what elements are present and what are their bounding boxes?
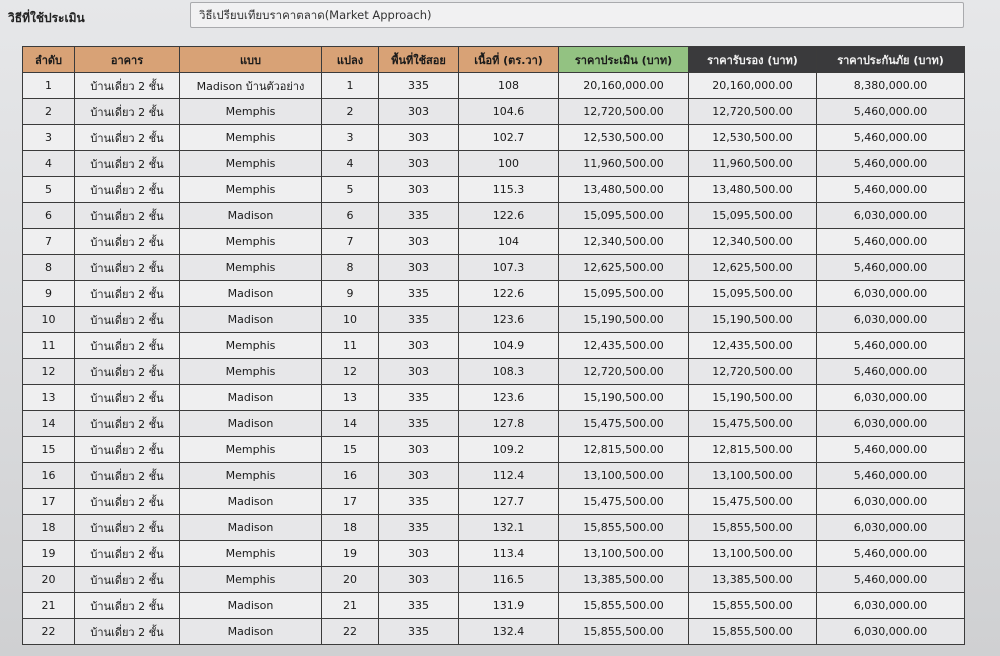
method-label: วิธีที่ใช้ประเมิน [8, 11, 85, 25]
table-row [23, 203, 965, 229]
cell-building: บ้านเดี่ยว 2 ชั้น [75, 99, 180, 125]
cell-appraised-price: 15,095,500.00 [559, 203, 689, 229]
cell-certified-price: 15,095,500.00 [689, 203, 817, 229]
cell-certified-price: 15,475,500.00 [689, 411, 817, 437]
cell-building: บ้านเดี่ยว 2 ชั้น [75, 411, 180, 437]
valuation-table [22, 46, 965, 645]
table-row [23, 437, 965, 463]
cell-usable-area: 303 [379, 333, 459, 359]
cell-order: 13 [23, 385, 75, 411]
cell-building: บ้านเดี่ยว 2 ชั้น [75, 177, 180, 203]
cell-land-area: 107.3 [459, 255, 559, 281]
table-row [23, 359, 965, 385]
cell-insurance-price: 5,460,000.00 [817, 567, 965, 593]
cell-model: Memphis [180, 541, 322, 567]
cell-plot: 15 [322, 437, 379, 463]
cell-appraised-price: 15,855,500.00 [559, 515, 689, 541]
cell-appraised-price: 12,530,500.00 [559, 125, 689, 151]
cell-order: 22 [23, 619, 75, 645]
cell-usable-area: 303 [379, 151, 459, 177]
table-header-row [23, 47, 965, 73]
cell-appraised-price: 20,160,000.00 [559, 73, 689, 99]
cell-model: Madison [180, 515, 322, 541]
col-header-appraised-price: ราคาประเมิน (บาท) [559, 47, 689, 73]
cell-order: 2 [23, 99, 75, 125]
cell-plot: 8 [322, 255, 379, 281]
cell-appraised-price: 12,815,500.00 [559, 437, 689, 463]
col-header-building: อาคาร [75, 47, 180, 73]
cell-certified-price: 12,435,500.00 [689, 333, 817, 359]
cell-order: 14 [23, 411, 75, 437]
cell-usable-area: 335 [379, 307, 459, 333]
cell-land-area: 122.6 [459, 203, 559, 229]
cell-insurance-price: 6,030,000.00 [817, 203, 965, 229]
cell-land-area: 132.1 [459, 515, 559, 541]
cell-building: บ้านเดี่ยว 2 ชั้น [75, 333, 180, 359]
cell-plot: 3 [322, 125, 379, 151]
cell-insurance-price: 5,460,000.00 [817, 463, 965, 489]
cell-insurance-price: 5,460,000.00 [817, 125, 965, 151]
cell-model: Memphis [180, 437, 322, 463]
cell-certified-price: 13,480,500.00 [689, 177, 817, 203]
cell-usable-area: 335 [379, 411, 459, 437]
cell-model: Memphis [180, 333, 322, 359]
cell-model: Madison [180, 619, 322, 645]
cell-model: Memphis [180, 151, 322, 177]
cell-insurance-price: 5,460,000.00 [817, 333, 965, 359]
cell-appraised-price: 13,385,500.00 [559, 567, 689, 593]
cell-insurance-price: 5,460,000.00 [817, 177, 965, 203]
method-field[interactable] [190, 2, 964, 28]
cell-land-area: 109.2 [459, 437, 559, 463]
cell-plot: 1 [322, 73, 379, 99]
cell-insurance-price: 5,460,000.00 [817, 255, 965, 281]
cell-land-area: 115.3 [459, 177, 559, 203]
cell-building: บ้านเดี่ยว 2 ชั้น [75, 203, 180, 229]
cell-model: Madison [180, 489, 322, 515]
table-row [23, 333, 965, 359]
cell-plot: 12 [322, 359, 379, 385]
cell-certified-price: 12,720,500.00 [689, 359, 817, 385]
cell-plot: 16 [322, 463, 379, 489]
cell-insurance-price: 5,460,000.00 [817, 151, 965, 177]
cell-plot: 7 [322, 229, 379, 255]
table-row [23, 619, 965, 645]
cell-usable-area: 303 [379, 255, 459, 281]
cell-usable-area: 303 [379, 567, 459, 593]
cell-building: บ้านเดี่ยว 2 ชั้น [75, 489, 180, 515]
cell-certified-price: 15,855,500.00 [689, 593, 817, 619]
cell-insurance-price: 6,030,000.00 [817, 515, 965, 541]
cell-usable-area: 335 [379, 619, 459, 645]
cell-building: บ้านเดี่ยว 2 ชั้น [75, 593, 180, 619]
cell-certified-price: 12,815,500.00 [689, 437, 817, 463]
table-row [23, 385, 965, 411]
cell-appraised-price: 13,480,500.00 [559, 177, 689, 203]
cell-model: Memphis [180, 229, 322, 255]
cell-land-area: 104.9 [459, 333, 559, 359]
cell-building: บ้านเดี่ยว 2 ชั้น [75, 255, 180, 281]
cell-order: 9 [23, 281, 75, 307]
cell-land-area: 104.6 [459, 99, 559, 125]
cell-building: บ้านเดี่ยว 2 ชั้น [75, 73, 180, 99]
cell-certified-price: 15,095,500.00 [689, 281, 817, 307]
cell-insurance-price: 5,460,000.00 [817, 99, 965, 125]
cell-usable-area: 303 [379, 125, 459, 151]
cell-appraised-price: 15,855,500.00 [559, 593, 689, 619]
cell-plot: 4 [322, 151, 379, 177]
cell-appraised-price: 12,720,500.00 [559, 359, 689, 385]
cell-appraised-price: 15,855,500.00 [559, 619, 689, 645]
table-row [23, 73, 965, 99]
cell-order: 21 [23, 593, 75, 619]
cell-building: บ้านเดี่ยว 2 ชั้น [75, 359, 180, 385]
table-row [23, 307, 965, 333]
cell-appraised-price: 15,475,500.00 [559, 489, 689, 515]
table-row [23, 411, 965, 437]
cell-land-area: 104 [459, 229, 559, 255]
table-row [23, 255, 965, 281]
cell-land-area: 100 [459, 151, 559, 177]
cell-order: 16 [23, 463, 75, 489]
cell-plot: 13 [322, 385, 379, 411]
cell-appraised-price: 13,100,500.00 [559, 463, 689, 489]
cell-land-area: 132.4 [459, 619, 559, 645]
table-row [23, 593, 965, 619]
table-row [23, 281, 965, 307]
cell-usable-area: 303 [379, 437, 459, 463]
cell-model: Madison [180, 203, 322, 229]
cell-plot: 2 [322, 99, 379, 125]
cell-usable-area: 303 [379, 177, 459, 203]
cell-insurance-price: 5,460,000.00 [817, 437, 965, 463]
cell-insurance-price: 6,030,000.00 [817, 411, 965, 437]
table-row [23, 567, 965, 593]
cell-order: 4 [23, 151, 75, 177]
cell-land-area: 102.7 [459, 125, 559, 151]
cell-model: Memphis [180, 177, 322, 203]
cell-appraised-price: 12,625,500.00 [559, 255, 689, 281]
cell-plot: 9 [322, 281, 379, 307]
cell-certified-price: 15,855,500.00 [689, 515, 817, 541]
cell-land-area: 116.5 [459, 567, 559, 593]
cell-model: Madison [180, 411, 322, 437]
cell-building: บ้านเดี่ยว 2 ชั้น [75, 281, 180, 307]
cell-order: 18 [23, 515, 75, 541]
method-value: วิธีเปรียบเทียบราคาตลาด(Market Approach) [199, 8, 432, 22]
cell-building: บ้านเดี่ยว 2 ชั้น [75, 385, 180, 411]
cell-land-area: 122.6 [459, 281, 559, 307]
cell-appraised-price: 12,435,500.00 [559, 333, 689, 359]
table-body [23, 73, 965, 645]
cell-model: Madison บ้านตัวอย่าง [180, 73, 322, 99]
cell-certified-price: 20,160,000.00 [689, 73, 817, 99]
cell-certified-price: 12,340,500.00 [689, 229, 817, 255]
table-row [23, 125, 965, 151]
cell-order: 12 [23, 359, 75, 385]
cell-certified-price: 13,100,500.00 [689, 463, 817, 489]
col-header-order: ลำดับ [23, 47, 75, 73]
cell-plot: 6 [322, 203, 379, 229]
cell-plot: 11 [322, 333, 379, 359]
cell-order: 7 [23, 229, 75, 255]
table-row [23, 229, 965, 255]
cell-usable-area: 335 [379, 281, 459, 307]
cell-model: Memphis [180, 567, 322, 593]
cell-model: Madison [180, 307, 322, 333]
cell-plot: 22 [322, 619, 379, 645]
cell-appraised-price: 12,720,500.00 [559, 99, 689, 125]
cell-certified-price: 15,190,500.00 [689, 385, 817, 411]
cell-land-area: 127.8 [459, 411, 559, 437]
cell-land-area: 108 [459, 73, 559, 99]
cell-appraised-price: 15,475,500.00 [559, 411, 689, 437]
table-row [23, 463, 965, 489]
cell-certified-price: 13,100,500.00 [689, 541, 817, 567]
cell-insurance-price: 6,030,000.00 [817, 307, 965, 333]
cell-appraised-price: 15,190,500.00 [559, 385, 689, 411]
table-row [23, 541, 965, 567]
cell-land-area: 131.9 [459, 593, 559, 619]
cell-model: Memphis [180, 255, 322, 281]
cell-land-area: 123.6 [459, 307, 559, 333]
cell-insurance-price: 6,030,000.00 [817, 593, 965, 619]
cell-plot: 5 [322, 177, 379, 203]
cell-usable-area: 335 [379, 73, 459, 99]
cell-plot: 21 [322, 593, 379, 619]
cell-appraised-price: 12,340,500.00 [559, 229, 689, 255]
cell-certified-price: 12,625,500.00 [689, 255, 817, 281]
cell-order: 6 [23, 203, 75, 229]
cell-order: 15 [23, 437, 75, 463]
cell-certified-price: 15,475,500.00 [689, 489, 817, 515]
cell-model: Memphis [180, 99, 322, 125]
cell-usable-area: 335 [379, 385, 459, 411]
cell-usable-area: 303 [379, 541, 459, 567]
cell-appraised-price: 15,190,500.00 [559, 307, 689, 333]
cell-insurance-price: 5,460,000.00 [817, 229, 965, 255]
cell-building: บ้านเดี่ยว 2 ชั้น [75, 437, 180, 463]
cell-land-area: 108.3 [459, 359, 559, 385]
cell-usable-area: 303 [379, 463, 459, 489]
cell-model: Memphis [180, 125, 322, 151]
cell-plot: 19 [322, 541, 379, 567]
cell-insurance-price: 6,030,000.00 [817, 489, 965, 515]
cell-building: บ้านเดี่ยว 2 ชั้น [75, 567, 180, 593]
cell-building: บ้านเดี่ยว 2 ชั้น [75, 541, 180, 567]
cell-land-area: 113.4 [459, 541, 559, 567]
cell-model: Madison [180, 593, 322, 619]
cell-plot: 18 [322, 515, 379, 541]
col-header-usable-area: พื้นที่ใช้สอย [379, 47, 459, 73]
cell-insurance-price: 5,460,000.00 [817, 541, 965, 567]
cell-land-area: 123.6 [459, 385, 559, 411]
cell-appraised-price: 13,100,500.00 [559, 541, 689, 567]
table-row [23, 515, 965, 541]
cell-order: 8 [23, 255, 75, 281]
col-header-insurance-price: ราคาประกันภัย (บาท) [817, 47, 965, 73]
cell-usable-area: 335 [379, 593, 459, 619]
cell-insurance-price: 8,380,000.00 [817, 73, 965, 99]
cell-insurance-price: 5,460,000.00 [817, 359, 965, 385]
cell-order: 3 [23, 125, 75, 151]
cell-building: บ้านเดี่ยว 2 ชั้น [75, 229, 180, 255]
cell-model: Memphis [180, 463, 322, 489]
cell-order: 19 [23, 541, 75, 567]
cell-plot: 10 [322, 307, 379, 333]
cell-building: บ้านเดี่ยว 2 ชั้น [75, 151, 180, 177]
cell-insurance-price: 6,030,000.00 [817, 385, 965, 411]
cell-certified-price: 12,720,500.00 [689, 99, 817, 125]
cell-usable-area: 335 [379, 203, 459, 229]
table-row [23, 99, 965, 125]
cell-building: บ้านเดี่ยว 2 ชั้น [75, 463, 180, 489]
cell-land-area: 127.7 [459, 489, 559, 515]
cell-usable-area: 303 [379, 359, 459, 385]
cell-order: 11 [23, 333, 75, 359]
col-header-model: แบบ [180, 47, 322, 73]
table-row [23, 489, 965, 515]
cell-order: 17 [23, 489, 75, 515]
cell-model: Madison [180, 385, 322, 411]
cell-model: Madison [180, 281, 322, 307]
cell-building: บ้านเดี่ยว 2 ชั้น [75, 307, 180, 333]
cell-usable-area: 303 [379, 99, 459, 125]
cell-insurance-price: 6,030,000.00 [817, 281, 965, 307]
cell-land-area: 112.4 [459, 463, 559, 489]
cell-order: 1 [23, 73, 75, 99]
cell-order: 10 [23, 307, 75, 333]
col-header-plot: แปลง [322, 47, 379, 73]
cell-plot: 17 [322, 489, 379, 515]
cell-appraised-price: 11,960,500.00 [559, 151, 689, 177]
cell-usable-area: 335 [379, 489, 459, 515]
cell-usable-area: 303 [379, 229, 459, 255]
cell-building: บ้านเดี่ยว 2 ชั้น [75, 125, 180, 151]
cell-appraised-price: 15,095,500.00 [559, 281, 689, 307]
table-row [23, 151, 965, 177]
cell-order: 5 [23, 177, 75, 203]
cell-plot: 14 [322, 411, 379, 437]
col-header-land-area: เนื้อที่ (ตร.วา) [459, 47, 559, 73]
col-header-certified-price: ราคารับรอง (บาท) [689, 47, 817, 73]
cell-insurance-price: 6,030,000.00 [817, 619, 965, 645]
cell-certified-price: 13,385,500.00 [689, 567, 817, 593]
cell-certified-price: 11,960,500.00 [689, 151, 817, 177]
cell-order: 20 [23, 567, 75, 593]
cell-building: บ้านเดี่ยว 2 ชั้น [75, 619, 180, 645]
cell-building: บ้านเดี่ยว 2 ชั้น [75, 515, 180, 541]
cell-certified-price: 12,530,500.00 [689, 125, 817, 151]
cell-plot: 20 [322, 567, 379, 593]
cell-certified-price: 15,855,500.00 [689, 619, 817, 645]
cell-certified-price: 15,190,500.00 [689, 307, 817, 333]
cell-usable-area: 335 [379, 515, 459, 541]
cell-model: Memphis [180, 359, 322, 385]
table-row [23, 177, 965, 203]
